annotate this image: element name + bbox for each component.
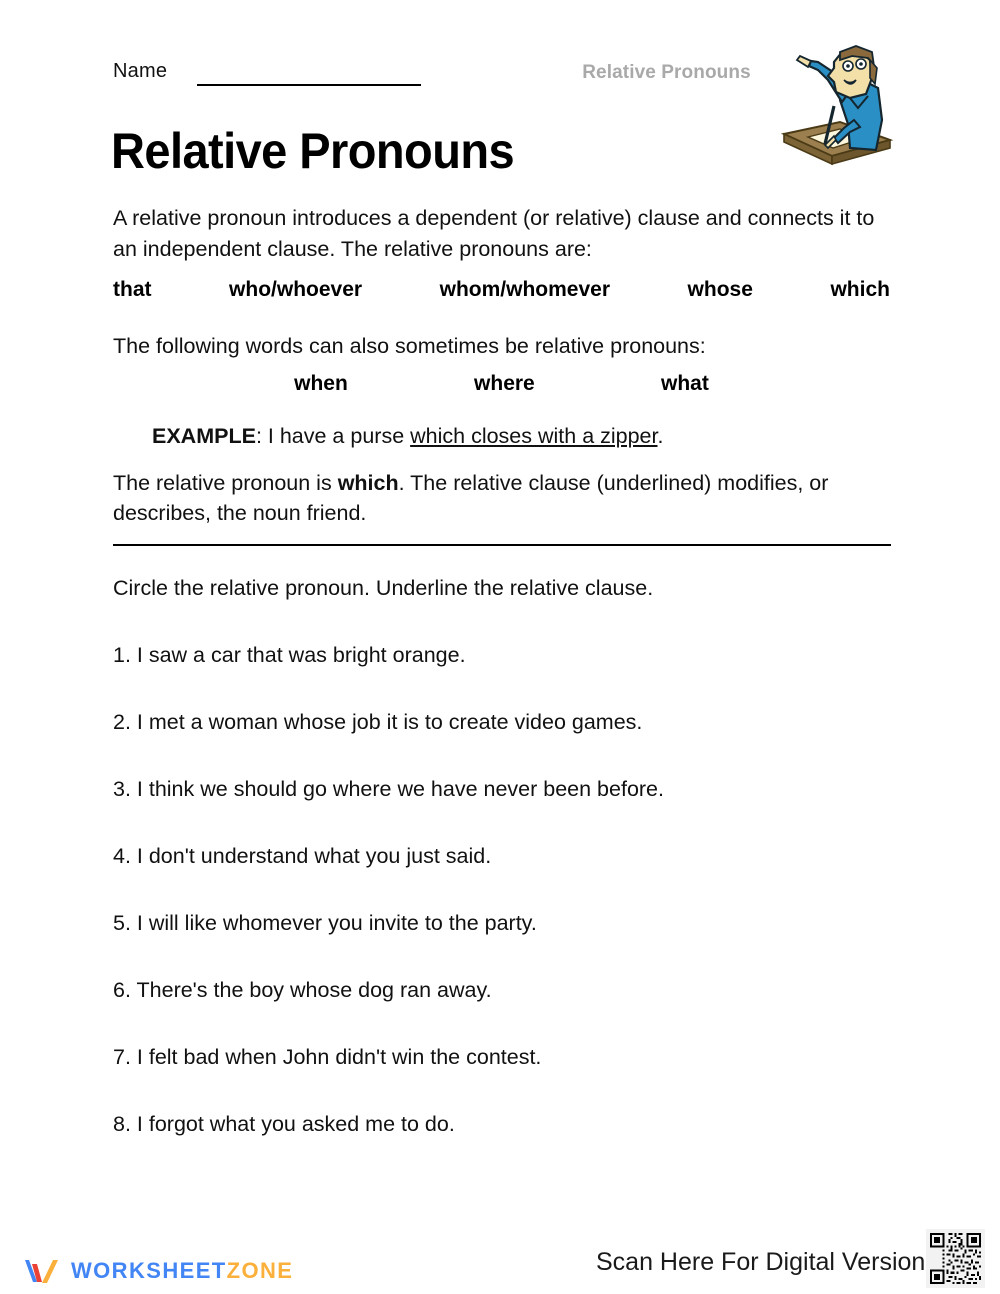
example-sentence xyxy=(152,424,663,449)
worksheet-subject-tag: Relative Pronouns xyxy=(582,62,751,83)
example-label: EXAMPLE xyxy=(152,424,256,448)
example-relative-clause: which closes with a zipper xyxy=(410,424,658,448)
logo-wordmark xyxy=(71,1258,293,1284)
example-lead: I have a purse xyxy=(267,424,411,448)
teacher-illustration xyxy=(778,28,896,176)
explanation-before: The relative pronoun is xyxy=(113,471,338,495)
exercise-instruction: Circle the relative pronoun. Underline the relative clause. xyxy=(113,576,654,600)
question-item: 1. I saw a car that was bright orange. xyxy=(113,643,466,667)
section-divider xyxy=(113,544,891,546)
scan-prompt-text: Scan Here For Digital Version xyxy=(596,1248,926,1276)
name-blank-line[interactable] xyxy=(197,84,421,86)
question-item: 7. I felt bad when John didn't win the contest. xyxy=(113,1045,542,1069)
question-item: 5. I will like whomever you invite to the party. xyxy=(113,911,537,935)
example-separator: : xyxy=(255,424,268,448)
worksheet-zone-logo-icon xyxy=(22,1255,62,1287)
intro-paragraph: A relative pronoun introduces a dependent (or relative) clause and connects it to an independent clause. The relative pronouns are: xyxy=(113,206,875,261)
question-item: 2. I met a woman whose job it is to create video games. xyxy=(113,710,643,734)
example-explanation xyxy=(113,468,833,528)
pronoun-which: which xyxy=(830,278,890,301)
relative-pronouns-row xyxy=(113,278,890,302)
question-item: 6. There's the boy whose dog ran away. xyxy=(113,978,492,1002)
page-title: Relative Pronouns xyxy=(111,123,515,179)
qr-code-icon[interactable] xyxy=(926,1229,985,1288)
secondary-pronouns-row xyxy=(113,372,890,396)
logo-text-zone: ZONE xyxy=(226,1258,294,1283)
pronoun-what: what xyxy=(661,372,709,395)
secondary-paragraph: The following words can also sometimes be relative pronouns: xyxy=(113,334,706,358)
question-item: 3. I think we should go where we have never been before. xyxy=(113,777,664,801)
example-end: . xyxy=(657,424,664,448)
pronoun-that: that xyxy=(113,278,152,301)
question-item: 4. I don't understand what you just said. xyxy=(113,844,492,868)
name-label: Name xyxy=(113,60,168,82)
pronoun-who-whoever: who/whoever xyxy=(229,278,363,301)
logo-text-worksheet: WORKSHEET xyxy=(71,1258,227,1283)
pronoun-where: where xyxy=(474,372,535,395)
explanation-bold-word: which xyxy=(337,471,399,495)
worksheet-zone-logo[interactable] xyxy=(22,1253,293,1289)
question-item: 8. I forgot what you asked me to do. xyxy=(113,1112,455,1136)
question-list xyxy=(113,643,903,1179)
explanation-after: . The relative clause (underlined) modifies, or describes, the noun friend. xyxy=(113,471,829,525)
pronoun-whose: whose xyxy=(687,278,753,301)
header xyxy=(113,60,890,92)
pronoun-when: when xyxy=(294,372,348,395)
pronoun-whom-whomever: whom/whomever xyxy=(439,278,610,301)
